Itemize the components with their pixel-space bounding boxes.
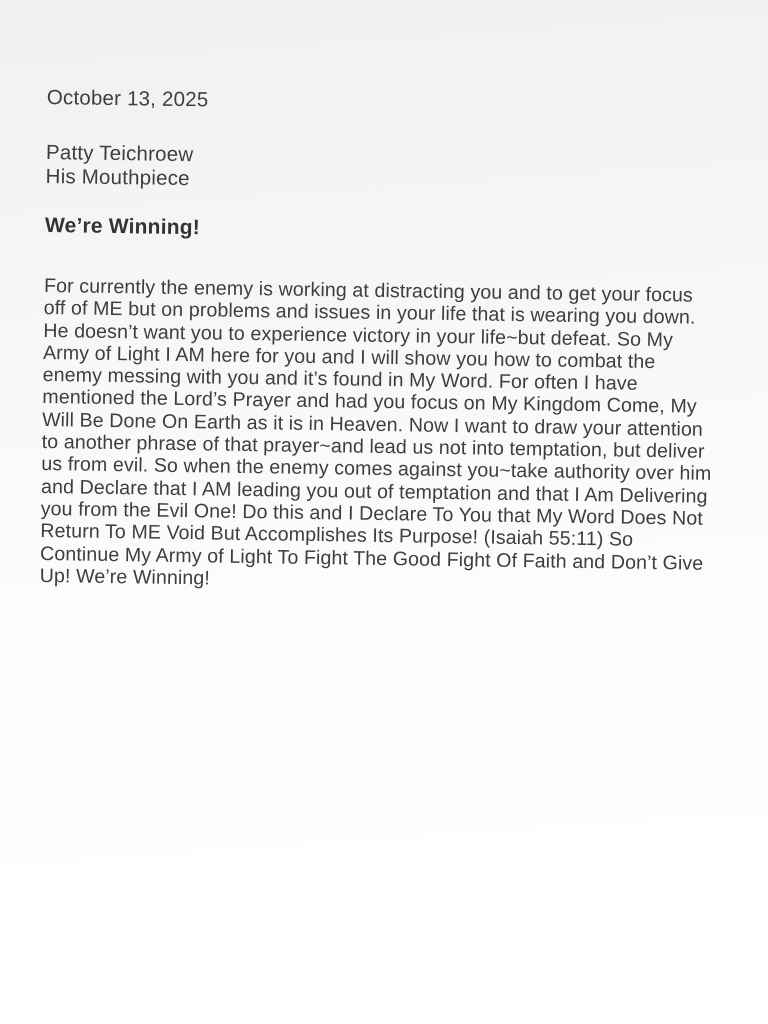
letter-body: For currently the enemy is working at distracting you and to get your focus off of ME but on problems and issues in your life that is wearing you down. He doesn’t want you to experience victory in your life~but defeat. So My Army of Light I AM here for you and I will show you how to combat the enemy messing with you and it’s found in My Word. For often I have mentioned the Lord’s Prayer and had you focus on My Kingdom Come, My Will Be Done On Earth as it is in Heaven. Now I want to draw your attention to another phrase of that prayer~and lead us not into temptation, but deliver us from evil. So when the enemy comes against you~take authority over him and Declare that I AM leading you out of temptation and that I Am Delivering you from the Evil One! Do this and I Declare To You that My Word Does Not Return To ME Void But Accomplishes Its Purpose! (Isaiah 55:11) So Continue My Army of Light To Fight The Good Fight Of Faith and Don’t Give Up! We’re Winning! [39,274,712,590]
letter-heading: We’re Winning! [44,213,201,240]
author-title: His Mouthpiece [45,164,190,191]
author-block [45,141,736,199]
author-name: Patty Teichroew [45,140,194,167]
letter-content [40,86,737,597]
letter-date: October 13, 2025 [46,86,209,112]
